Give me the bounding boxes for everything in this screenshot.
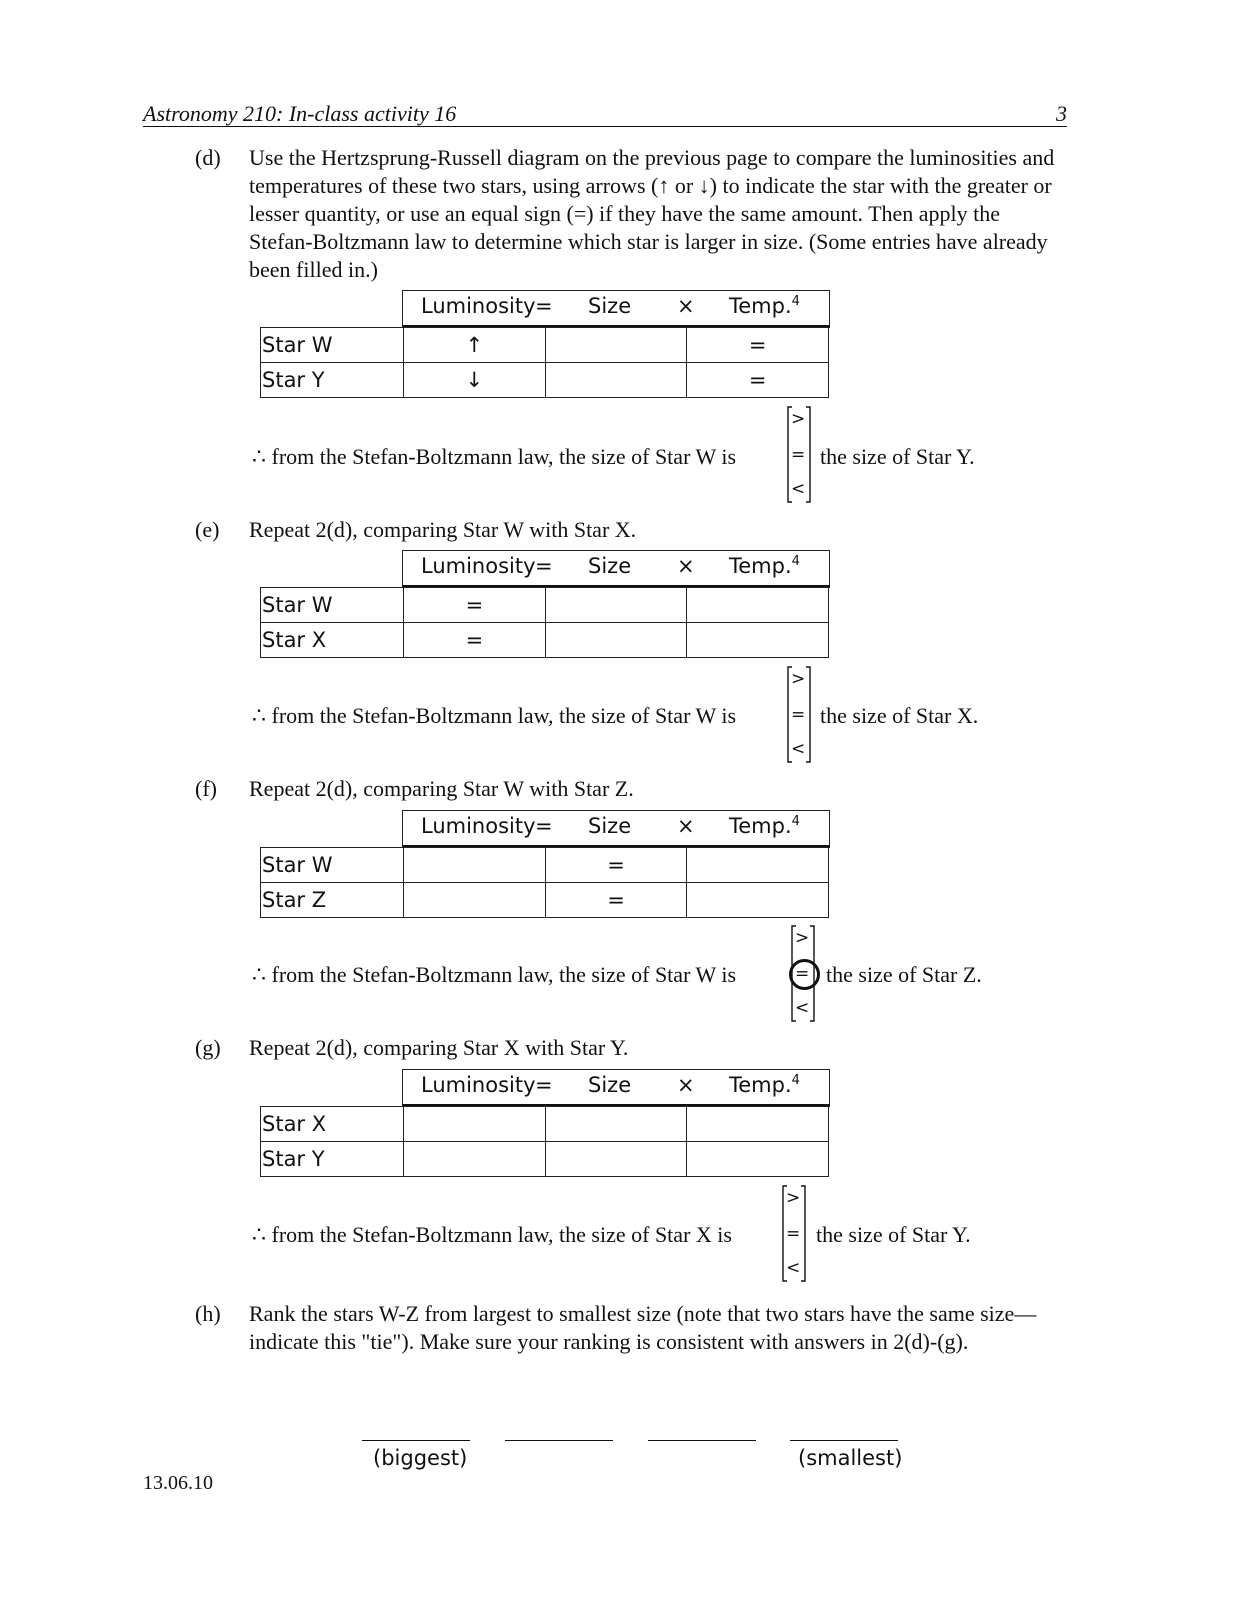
header-title: Astronomy 210: In-class activity 16 [143,101,457,126]
greater-than-option[interactable]: > [795,928,810,948]
temp-cell[interactable] [687,1107,829,1142]
rank-blank-2[interactable] [505,1440,613,1441]
luminosity-cell[interactable]: = [404,623,546,658]
equals-sign: = [535,814,553,838]
temp-cell[interactable] [687,1142,829,1177]
size-heading: Size [588,1073,632,1097]
comparison-selector[interactable] [786,405,808,501]
size-heading: Size [588,294,632,318]
less-than-option[interactable]: < [791,739,806,759]
temp-cell[interactable]: = [687,328,829,363]
section-g-label: (g) [195,1035,221,1060]
star-label: Star W [261,848,404,883]
smallest-label: (smallest) [798,1446,903,1470]
size-cell[interactable] [545,328,687,363]
equals-option[interactable]: = [786,1224,801,1244]
temp-cell[interactable] [687,883,829,918]
section-g-conclusion-tail: the size of Star Y. [816,1222,971,1247]
equation-header [402,1069,830,1107]
biggest-label: (biggest) [373,1446,468,1470]
section-e-text: Repeat 2(d), comparing Star W with Star X. [249,517,637,542]
temp-heading: Temp.$^4$ [729,1073,800,1097]
section-f-conclusion: ∴ from the Stefan-Boltzmann law, the size of Star W is [252,962,737,987]
temp-cell[interactable] [687,588,829,623]
table-row [261,363,829,398]
less-than-option[interactable]: < [795,998,810,1018]
comparison-selector[interactable] [781,1184,803,1280]
table-row [261,1142,829,1177]
temp-heading: Temp.$^4$ [729,814,800,838]
star-label: Star W [261,328,404,363]
page-number: 3 [1056,101,1067,126]
times-sign: × [677,294,695,318]
table-row [261,848,829,883]
star-label: Star Z [261,883,404,918]
table-row [261,623,829,658]
comparison-selector[interactable] [790,924,812,1020]
equals-sign: = [535,1073,553,1097]
star-label: Star X [261,623,404,658]
star-label: Star Y [261,1142,404,1177]
equals-option[interactable]: = [795,964,810,984]
luminosity-cell[interactable] [404,848,546,883]
section-f-label: (f) [195,776,217,801]
luminosity-cell[interactable] [404,883,546,918]
section-g-text: Repeat 2(d), comparing Star X with Star Y. [249,1035,629,1060]
footer-date: 13.06.10 [143,1472,213,1494]
luminosity-heading: Luminosity [421,294,536,318]
section-d-text: Use the Hertzsprung-Russell diagram on the previous page to compare the luminosities and temperatures of these two stars, using arrows (↑ or ↓) to indicate the star with the greater or lesser quantity, or use an equal sign (=) if they have the same amount. Then apply the Stefan-Boltzmann law to determine which star is larger in size. (Some entries have already been filled in.) [249,145,1055,282]
equals-sign: = [535,554,553,578]
size-heading: Size [588,554,632,578]
greater-than-option[interactable]: > [786,1188,801,1208]
star-label: Star X [261,1107,404,1142]
size-heading: Size [588,814,632,838]
size-cell[interactable] [545,588,687,623]
star-label: Star W [261,588,404,623]
size-cell[interactable] [545,1142,687,1177]
luminosity-cell[interactable]: ↓ [403,363,545,398]
table-row [261,588,829,623]
equation-header [402,810,830,848]
temp-cell[interactable] [687,848,829,883]
less-than-option[interactable]: < [791,479,806,499]
rank-blank-3[interactable] [648,1440,756,1441]
section-g-table [260,1069,830,1177]
luminosity-cell[interactable] [404,1107,546,1142]
luminosity-cell[interactable]: = [404,588,546,623]
greater-than-option[interactable]: > [791,409,806,429]
times-sign: × [677,1073,695,1097]
selected-answer-circle [789,959,820,990]
equals-option[interactable]: = [791,445,806,465]
temp-heading: Temp.$^4$ [729,294,800,318]
size-cell[interactable]: = [545,848,687,883]
less-than-option[interactable]: < [786,1258,801,1278]
size-cell[interactable] [545,623,687,658]
temp-heading: Temp.$^4$ [729,554,800,578]
section-f-conclusion-tail: the size of Star Z. [826,962,982,987]
size-cell[interactable] [545,1107,687,1142]
rank-blank-4[interactable] [790,1440,898,1441]
section-d-label: (d) [195,145,221,170]
comparison-selector[interactable] [786,665,808,761]
section-e-conclusion: ∴ from the Stefan-Boltzmann law, the size of Star W is [252,703,737,728]
rank-blank-1[interactable] [362,1440,470,1441]
times-sign: × [677,554,695,578]
luminosity-heading: Luminosity [421,814,536,838]
star-label: Star Y [261,363,404,398]
equals-sign: = [535,294,553,318]
greater-than-option[interactable]: > [791,669,806,689]
luminosity-cell[interactable]: ↑ [403,328,545,363]
page-header [143,102,1067,127]
section-e-table [260,550,830,658]
equation-header [402,290,830,328]
equation-header [402,550,830,588]
table-row [261,328,829,363]
temp-cell[interactable] [687,623,829,658]
section-d-conclusion: ∴ from the Stefan-Boltzmann law, the size of Star W is [252,444,737,469]
section-h-text: Rank the stars W-Z from largest to smallest size (note that two stars have the same size—indicate this "tie"). Make sure your ranking is consistent with answers in 2(d)-(g). [249,1301,1037,1354]
section-f-text: Repeat 2(d), comparing Star W with Star Z. [249,776,634,801]
equals-option[interactable]: = [791,705,806,725]
section-d-conclusion-tail: the size of Star Y. [820,444,975,469]
section-g-conclusion: ∴ from the Stefan-Boltzmann law, the size of Star X is [252,1222,732,1247]
times-sign: × [677,814,695,838]
luminosity-cell[interactable] [404,1142,546,1177]
size-cell[interactable]: = [545,883,687,918]
section-d-table [260,290,830,398]
table-row [261,1107,829,1142]
size-cell[interactable] [545,363,687,398]
section-h-label: (h) [195,1301,221,1326]
luminosity-heading: Luminosity [421,554,536,578]
section-f-table [260,810,830,918]
temp-cell[interactable]: = [687,363,829,398]
luminosity-heading: Luminosity [421,1073,536,1097]
section-e-conclusion-tail: the size of Star X. [820,703,979,728]
table-row [261,883,829,918]
section-e-label: (e) [195,517,220,542]
